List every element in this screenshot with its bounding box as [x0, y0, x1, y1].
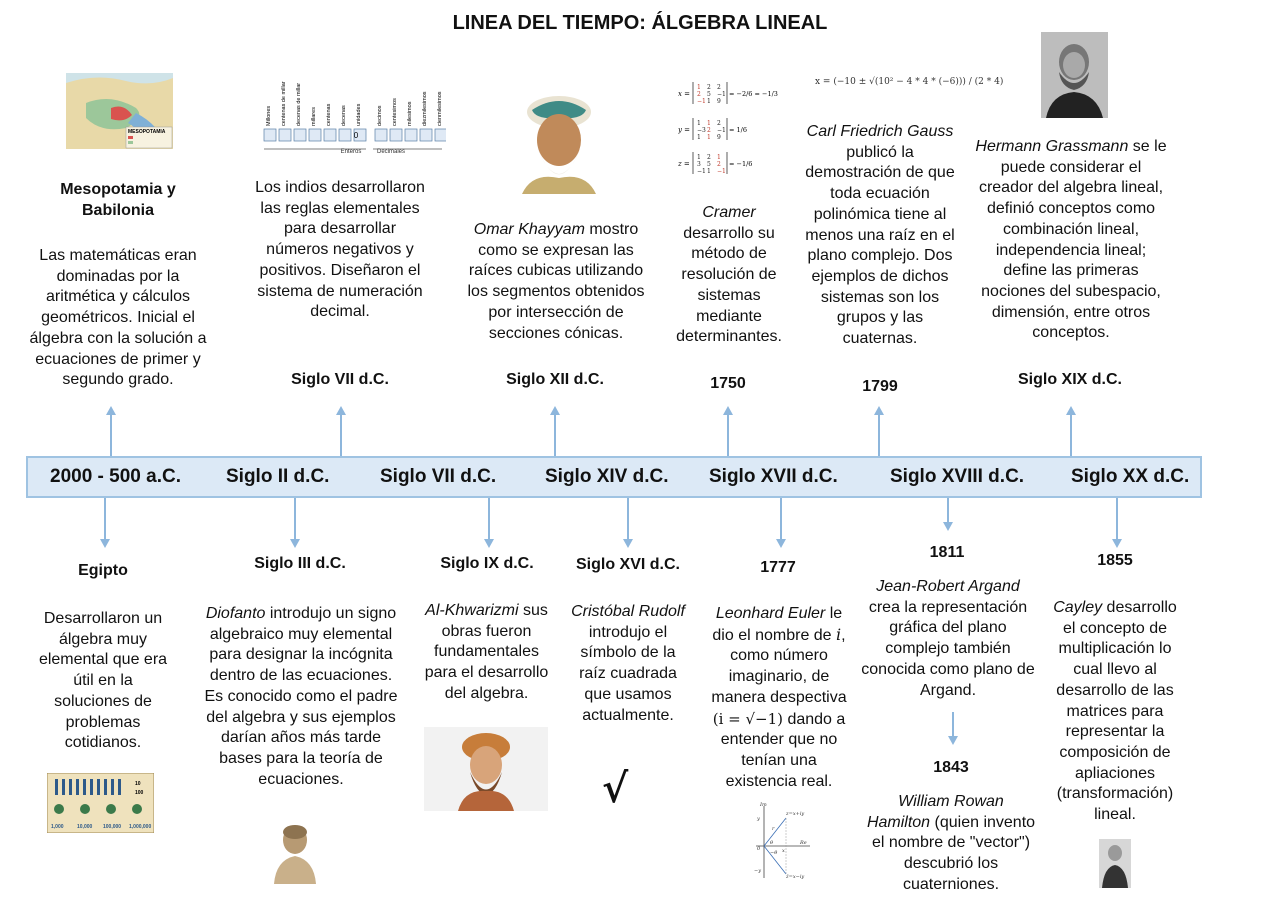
- argand-label: x: [782, 848, 785, 854]
- determinant-entry: 5: [707, 161, 711, 168]
- determinant-entry: 2: [707, 154, 711, 161]
- place-value-int-label: Enteros: [340, 149, 362, 155]
- event-header: Siglo VII d.C.: [291, 371, 389, 388]
- person-name: Cramer: [702, 204, 756, 221]
- event-header: Siglo III d.C.: [254, 555, 346, 572]
- determinant-entry: −1: [717, 127, 726, 134]
- argand-label: z̄=x−iy: [786, 874, 805, 880]
- place-value-cell: [390, 129, 402, 141]
- tally-mark: [111, 779, 114, 795]
- era-label: Siglo XVII d.C.: [709, 466, 838, 487]
- arrow-down-icon: [948, 736, 958, 745]
- place-value-column-label: decenas: [341, 105, 347, 126]
- place-value-cell: [339, 129, 351, 141]
- event-header: Mesopotamia y Babilonia: [60, 181, 176, 219]
- page-title: LINEA DEL TIEMPO: ÁLGEBRA LINEAL: [452, 12, 828, 34]
- connector-line: [104, 498, 106, 540]
- tally-mark: [55, 779, 58, 795]
- connector-line: [294, 498, 296, 540]
- cramer-equation-label: z =: [678, 160, 690, 168]
- arrow-up-icon: [874, 406, 884, 415]
- diofanto-bust: [268, 820, 322, 884]
- event-header: 1777: [760, 559, 796, 576]
- argand-label: y: [757, 816, 760, 822]
- determinant-entry: 1: [707, 98, 711, 105]
- argand-label: 0: [757, 846, 761, 852]
- place-value-cell: [264, 129, 276, 141]
- place-value-cell: [435, 129, 446, 141]
- determinant-entry: 1: [697, 134, 701, 141]
- event-text: , como número imaginario, de manera despectiva: [711, 626, 847, 706]
- place-value-cell: [375, 129, 387, 141]
- tally-mark: [104, 779, 107, 795]
- event-description: Los indios desarrollaron las reglas elementales para desarrollar números negativos y positivos. Diseñaron el sistema de numeración decimal.: [255, 179, 425, 321]
- place-value-column-label: diezmilesimos: [422, 91, 428, 126]
- cramer-result: = −1/6: [729, 160, 753, 168]
- event-text: sus obras fueron fundamentales para el desarrollo del algebra.: [424, 602, 549, 702]
- arrow-up-icon: [336, 406, 346, 415]
- person-name: Hermann Grassmann: [975, 138, 1129, 155]
- determinant-entry: 9: [717, 98, 721, 105]
- era-label: Siglo XIV d.C.: [545, 466, 669, 487]
- event-description: Desarrollaron un álgebra muy elemental que era útil en la soluciones de problemas cotidianos.: [38, 610, 168, 752]
- event-description: [670, 203, 788, 348]
- determinant-entry: 2: [717, 120, 721, 127]
- cayley-portrait: [1099, 839, 1131, 888]
- event-description: [866, 792, 1036, 896]
- egypt-value-label: 10,000: [77, 824, 93, 830]
- determinant-entry: 2: [717, 84, 721, 91]
- place-value-column-label: centesimos: [392, 98, 398, 126]
- event-header: Siglo XVI d.C.: [575, 556, 680, 573]
- arrow-down-icon: [943, 522, 953, 531]
- tally-mark: [76, 779, 79, 795]
- place-value-chart-image: [256, 71, 446, 161]
- place-value-cell: [279, 129, 291, 141]
- event-header: 1843: [933, 759, 969, 776]
- cramer-equation-label: x =: [678, 90, 691, 98]
- arrow-down-icon: [290, 539, 300, 548]
- place-value-column-label: unidades: [356, 103, 362, 126]
- event-description: [418, 601, 555, 705]
- determinant-entry: 5: [707, 91, 711, 98]
- connector-line: [110, 414, 112, 456]
- tally-mark: [69, 779, 72, 795]
- era-label: Siglo VII d.C.: [380, 466, 497, 487]
- hieroglyph-glyph: [54, 804, 64, 814]
- determinant-entry: 1: [697, 154, 701, 161]
- connector-line: [947, 498, 949, 523]
- determinant-entry: 9: [717, 134, 721, 141]
- event-header: 1811: [929, 544, 965, 561]
- al-khwarizmi-portrait: [424, 727, 548, 811]
- place-value-cell: [309, 129, 321, 141]
- place-value-cell: [324, 129, 336, 141]
- place-value-cell: [294, 129, 306, 141]
- connector-line: [1116, 498, 1118, 540]
- determinant-entry: 1: [707, 120, 711, 127]
- arrow-up-icon: [106, 406, 116, 415]
- arrow-up-icon: [550, 406, 560, 415]
- tally-mark: [62, 779, 65, 795]
- event-header: Siglo XII d.C.: [506, 371, 604, 388]
- event-text: se le puede considerar el creador del algebra lineal, definió conceptos como combinación lineal, independencia lineal; define las primeras nociones del subespacio, dimensión, entre otros conceptos.: [978, 138, 1167, 342]
- determinant-entry: 1: [697, 120, 701, 127]
- arrow-down-icon: [100, 539, 110, 548]
- argand-label: Re: [800, 840, 807, 846]
- place-value-column-label: centenas de millar: [281, 81, 287, 126]
- tally-mark: [83, 779, 86, 795]
- event-text: introdujo el símbolo de la raíz cuadrada que usamos actualmente.: [579, 623, 677, 724]
- person-name: Leonhard Euler: [715, 605, 826, 622]
- omar-khayyam-portrait: [512, 92, 606, 194]
- event-header: Siglo IX d.C.: [440, 555, 534, 572]
- connector-line: [727, 414, 729, 456]
- event-header: Siglo XIX d.C.: [1017, 371, 1122, 388]
- place-value-column-label: decimos: [377, 105, 383, 126]
- connector-line: [488, 498, 490, 540]
- determinant-entry: 2: [707, 127, 711, 134]
- arrow-up-icon: [1066, 406, 1076, 415]
- place-value-column-label: milesimos: [407, 101, 413, 126]
- event-text: (quien invento el nombre de "vector") descubrió los cuaterniones.: [871, 813, 1036, 893]
- arrow-up-icon: [723, 406, 733, 415]
- determinant-entry: −3: [697, 127, 706, 134]
- imaginary-formula: (i = √−1): [712, 709, 783, 728]
- connector-line: [952, 712, 954, 737]
- egypt-value-label: 1,000: [51, 824, 64, 830]
- determinant-entry: 1: [697, 84, 701, 91]
- person-name: William Rowan Hamilton: [866, 793, 1004, 831]
- event-text: desarrollo el concepto de multiplicación lo cual llevo al desarrollo de las matrices para representar la composición de apliaciones (transformación) lineal.: [1056, 599, 1177, 824]
- event-text: introdujo un signo algebraico muy elemental para designar la incógnita dentro de las ecuaciones. Es conocido como el padre del algebra y sus ejemplos darían años más tarde bases para la teoría de ecuaciones.: [204, 605, 398, 788]
- argand-label: Im: [760, 802, 767, 808]
- event-text: le dio el nombre de: [712, 605, 843, 644]
- place-value-column-label: centenas: [326, 103, 332, 126]
- place-value-column-label: cienmilesimos: [437, 91, 443, 126]
- determinant-entry: −1: [717, 168, 726, 175]
- determinant-entry: 1: [717, 154, 721, 161]
- hieroglyph-glyph: [106, 804, 116, 814]
- place-value-zero: 0: [353, 131, 359, 140]
- arrow-down-icon: [623, 539, 633, 548]
- person-name: Cristóbal Rudolf: [571, 603, 685, 620]
- grassmann-portrait: [1041, 32, 1108, 118]
- event-description: Las matemáticas eran dominadas por la aritmética y cálculos geométricos. Inicial el álgebra con la solución a ecuaciones de primer y segundo grado.: [29, 247, 207, 389]
- determinant-entry: 1: [707, 134, 711, 141]
- place-value-column-label: Millones: [266, 105, 272, 126]
- egypt-value-label: 1,000,000: [129, 824, 152, 830]
- tally-mark: [90, 779, 93, 795]
- argand-vector: [764, 818, 786, 846]
- event-description: [570, 602, 686, 726]
- hieroglyph-glyph: [80, 804, 90, 814]
- argand-label: −y: [754, 868, 762, 874]
- place-value-column-label: decenas de millar: [296, 82, 302, 126]
- argand-diagram-image: [752, 800, 812, 880]
- determinant-entry: 1: [707, 168, 711, 175]
- event-header: 1855: [1097, 552, 1133, 569]
- era-label: Siglo XVIII d.C.: [890, 466, 1025, 487]
- person-name: Al-Khwarizmi: [425, 602, 519, 619]
- connector-line: [554, 414, 556, 456]
- determinant-entry: −1: [697, 98, 706, 105]
- determinant-entry: 2: [717, 161, 721, 168]
- tally-mark: [118, 779, 121, 795]
- connector-line: [627, 498, 629, 540]
- connector-line: [340, 414, 342, 456]
- event-header: Egipto: [78, 562, 128, 579]
- egypt-small-value: 10: [135, 781, 141, 787]
- gauss-formula-image: x = (−10 ± √(10² − 4 * 4 * (−6))) / (2 * 4): [815, 77, 1004, 87]
- square-root-symbol-image: √: [602, 765, 629, 812]
- event-header: 1750: [710, 375, 746, 392]
- person-name: Omar Khayyam: [473, 221, 585, 238]
- arrow-down-icon: [484, 539, 494, 548]
- mesopotamia-map-image: [66, 73, 173, 149]
- connector-line: [878, 414, 880, 456]
- determinant-entry: −1: [717, 91, 726, 98]
- argand-label: −θ: [770, 850, 778, 856]
- event-description: [203, 604, 399, 790]
- person-name: Diofanto: [205, 605, 266, 622]
- era-label: Siglo XX d.C.: [1071, 466, 1190, 487]
- egypt-small-value: 100: [135, 790, 144, 796]
- hieroglyph-glyph: [132, 804, 142, 814]
- place-value-column-label: millares: [311, 107, 317, 126]
- event-header: 1799: [862, 378, 898, 395]
- place-value-dec-label: Decimales: [376, 149, 406, 155]
- place-value-cell: [405, 129, 417, 141]
- event-text: dando a entender que no tenían una existencia real.: [720, 710, 846, 790]
- connector-line: [780, 498, 782, 540]
- map-title-label: MESOPOTAMIA: [128, 129, 166, 135]
- arrow-down-icon: [1112, 539, 1122, 548]
- cramer-equation-label: y =: [678, 126, 691, 134]
- event-description: [805, 122, 955, 350]
- era-label: 2000 - 500 a.C.: [50, 466, 181, 487]
- argand-label: θ: [770, 840, 774, 846]
- egypt-value-label: 100,000: [103, 824, 122, 830]
- connector-line: [1070, 414, 1072, 456]
- determinant-entry: 2: [697, 91, 701, 98]
- imaginary-symbol: i: [836, 624, 842, 644]
- person-name: Jean-Robert Argand: [876, 578, 1020, 595]
- event-text: publicó la demostración de que toda ecuación polinómica tiene al menos una raíz en el plano complejo. Dos ejemplos de dichos sistemas son los grupos y las cuaternas.: [805, 143, 955, 348]
- arrow-down-icon: [776, 539, 786, 548]
- cramer-result: = −2/6 = −1/3: [729, 90, 778, 98]
- era-label: Siglo II d.C.: [226, 466, 330, 487]
- event-description: [972, 137, 1170, 344]
- argand-label: z=x+iy: [786, 811, 805, 817]
- determinant-entry: 2: [707, 84, 711, 91]
- event-description: [704, 604, 854, 792]
- event-description: [860, 577, 1036, 701]
- tally-mark: [97, 779, 100, 795]
- event-text: mostro como se expresan las raíces cubicas utilizando los segmentos obtenidos por intersección de secciones cónicas.: [467, 221, 645, 342]
- egyptian-numerals-image: [47, 773, 154, 833]
- event-description: [1046, 598, 1184, 826]
- determinant-entry: 3: [697, 161, 701, 168]
- determinant-entry: −1: [697, 168, 706, 175]
- cramer-determinants-image: [678, 78, 784, 184]
- event-text: crea la representación gráfica del plano complejo también conocida como plano de Argand.: [861, 598, 1035, 699]
- place-value-cell: [420, 129, 432, 141]
- event-description: [458, 220, 654, 344]
- person-name: Cayley: [1053, 599, 1103, 616]
- cramer-result: = 1/6: [729, 126, 747, 134]
- argand-label: r: [772, 826, 775, 832]
- person-name: Carl Friedrich Gauss: [806, 123, 954, 140]
- event-text: desarrollo su método de resolución de sistemas mediante determinantes.: [676, 224, 782, 346]
